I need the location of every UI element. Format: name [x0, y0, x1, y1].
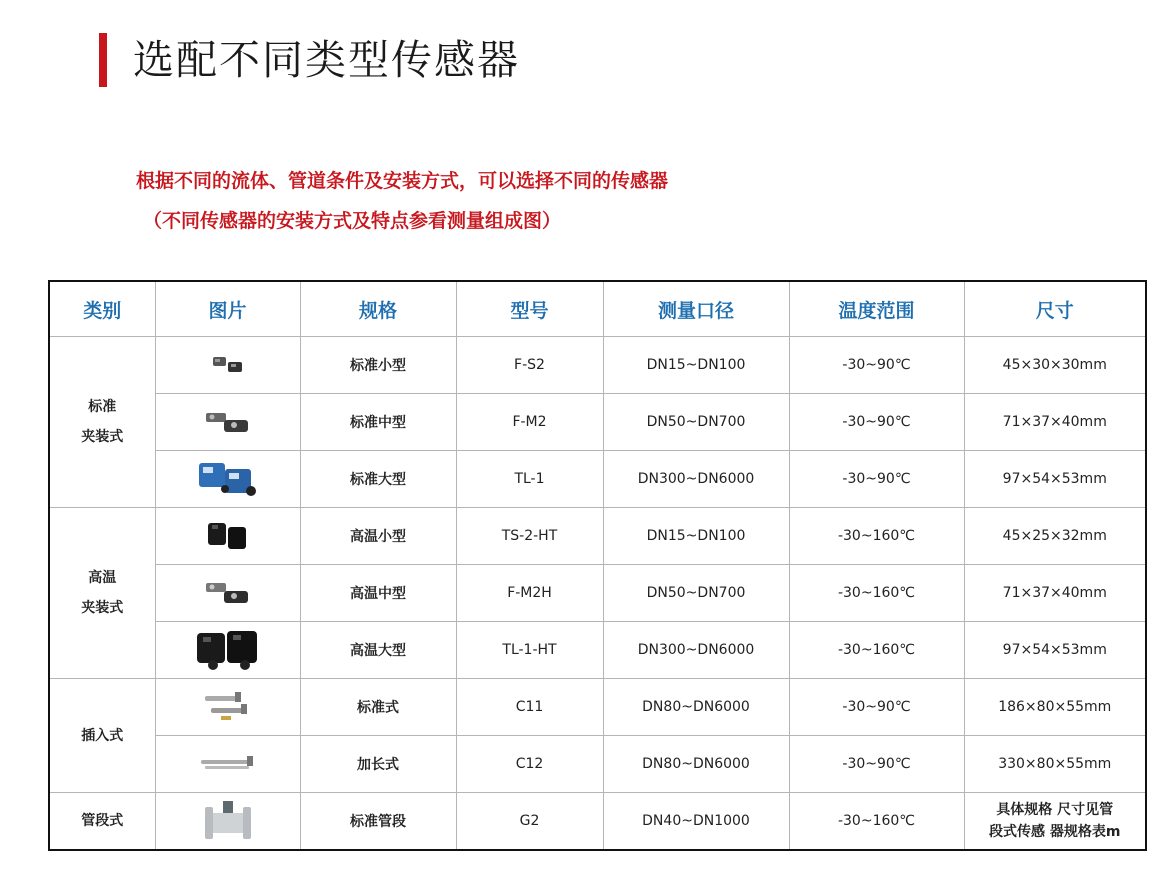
size-cell: 71×37×40mm: [964, 394, 1146, 451]
model-cell: G2: [456, 793, 603, 851]
header-temp: 温度范围: [789, 281, 964, 337]
page-title: 选配不同类型传感器: [133, 36, 520, 84]
category-label: 管段式: [81, 813, 124, 829]
size-cell: 186×80×55mm: [964, 679, 1146, 736]
category-label: 夹装式: [81, 600, 124, 616]
header-spec: 规格: [300, 281, 456, 337]
category-insertion: [49, 679, 155, 793]
table-row: [49, 565, 1146, 622]
intro-note: （不同传感器的安装方式及特点参看测量组成图）: [143, 210, 562, 232]
temp-cell: -30~160℃: [789, 622, 964, 679]
model-cell: C12: [456, 736, 603, 793]
size-cell: 330×80×55mm: [964, 736, 1146, 793]
header-size: 尺寸: [964, 281, 1146, 337]
size-cell: 97×54×53mm: [964, 622, 1146, 679]
range-cell: DN80~DN6000: [603, 736, 789, 793]
temp-cell: -30~90℃: [789, 337, 964, 394]
temp-cell: -30~90℃: [789, 679, 964, 736]
size-note-line: 段式传感 器规格表m: [989, 824, 1121, 840]
category-label: 标准: [88, 399, 117, 415]
range-cell: DN300~DN6000: [603, 622, 789, 679]
header-category: 类别: [49, 281, 155, 337]
pipe-section-sensor-image: [155, 793, 300, 851]
size-cell: 45×25×32mm: [964, 508, 1146, 565]
table-row: [49, 622, 1146, 679]
title-accent-bar: [99, 33, 107, 87]
intro-text: 根据不同的流体、管道条件及安装方式，可以选择不同的传感器: [136, 170, 669, 192]
table-row: [49, 793, 1146, 851]
table-row: [49, 394, 1146, 451]
insertion-sensor-image: [155, 679, 300, 736]
ht-medium-sensor-image: [155, 565, 300, 622]
range-cell: DN15~DN100: [603, 337, 789, 394]
header-range: 测量口径: [603, 281, 789, 337]
model-cell: F-M2: [456, 394, 603, 451]
table-row: [49, 451, 1146, 508]
temp-cell: -30~90℃: [789, 394, 964, 451]
size-cell: [964, 793, 1146, 851]
spec-cell: 标准管段: [300, 793, 456, 851]
model-cell: TS-2-HT: [456, 508, 603, 565]
extended-insertion-sensor-image: [155, 736, 300, 793]
large-clamp-sensor-image: [155, 451, 300, 508]
model-cell: C11: [456, 679, 603, 736]
temp-cell: -30~160℃: [789, 508, 964, 565]
category-standard-clamp: [49, 337, 155, 508]
header-picture: 图片: [155, 281, 300, 337]
ht-large-sensor-image: [155, 622, 300, 679]
table-row: [49, 736, 1146, 793]
spec-cell: 标准小型: [300, 337, 456, 394]
temp-cell: -30~90℃: [789, 736, 964, 793]
spec-cell: 加长式: [300, 736, 456, 793]
ht-small-sensor-image: [155, 508, 300, 565]
spec-cell: 高温小型: [300, 508, 456, 565]
size-cell: 97×54×53mm: [964, 451, 1146, 508]
table-row: [49, 508, 1146, 565]
category-label: 插入式: [81, 727, 124, 744]
small-clamp-sensor-image: [155, 337, 300, 394]
medium-clamp-sensor-image: [155, 394, 300, 451]
header-model: 型号: [456, 281, 603, 337]
sensor-spec-table: [48, 280, 1147, 851]
model-cell: F-M2H: [456, 565, 603, 622]
category-label: 高温: [88, 570, 117, 586]
spec-cell: 标准中型: [300, 394, 456, 451]
table-row: [49, 679, 1146, 736]
spec-cell: 高温大型: [300, 622, 456, 679]
model-cell: TL-1-HT: [456, 622, 603, 679]
size-cell: 71×37×40mm: [964, 565, 1146, 622]
category-label: 夹装式: [81, 429, 124, 445]
category-pipe-section: [49, 793, 155, 851]
model-cell: F-S2: [456, 337, 603, 394]
table-row: [49, 337, 1146, 394]
category-high-temp-clamp: [49, 508, 155, 679]
range-cell: DN40~DN1000: [603, 793, 789, 851]
table-header-row: [49, 281, 1146, 337]
spec-cell: 标准大型: [300, 451, 456, 508]
range-cell: DN50~DN700: [603, 394, 789, 451]
model-cell: TL-1: [456, 451, 603, 508]
spec-cell: 高温中型: [300, 565, 456, 622]
range-cell: DN300~DN6000: [603, 451, 789, 508]
range-cell: DN15~DN100: [603, 508, 789, 565]
size-cell: 45×30×30mm: [964, 337, 1146, 394]
spec-cell: 标准式: [300, 679, 456, 736]
temp-cell: -30~160℃: [789, 565, 964, 622]
range-cell: DN50~DN700: [603, 565, 789, 622]
range-cell: DN80~DN6000: [603, 679, 789, 736]
temp-cell: -30~90℃: [789, 451, 964, 508]
size-note-line: 具体规格 尺寸见管: [996, 802, 1114, 818]
temp-cell: -30~160℃: [789, 793, 964, 851]
